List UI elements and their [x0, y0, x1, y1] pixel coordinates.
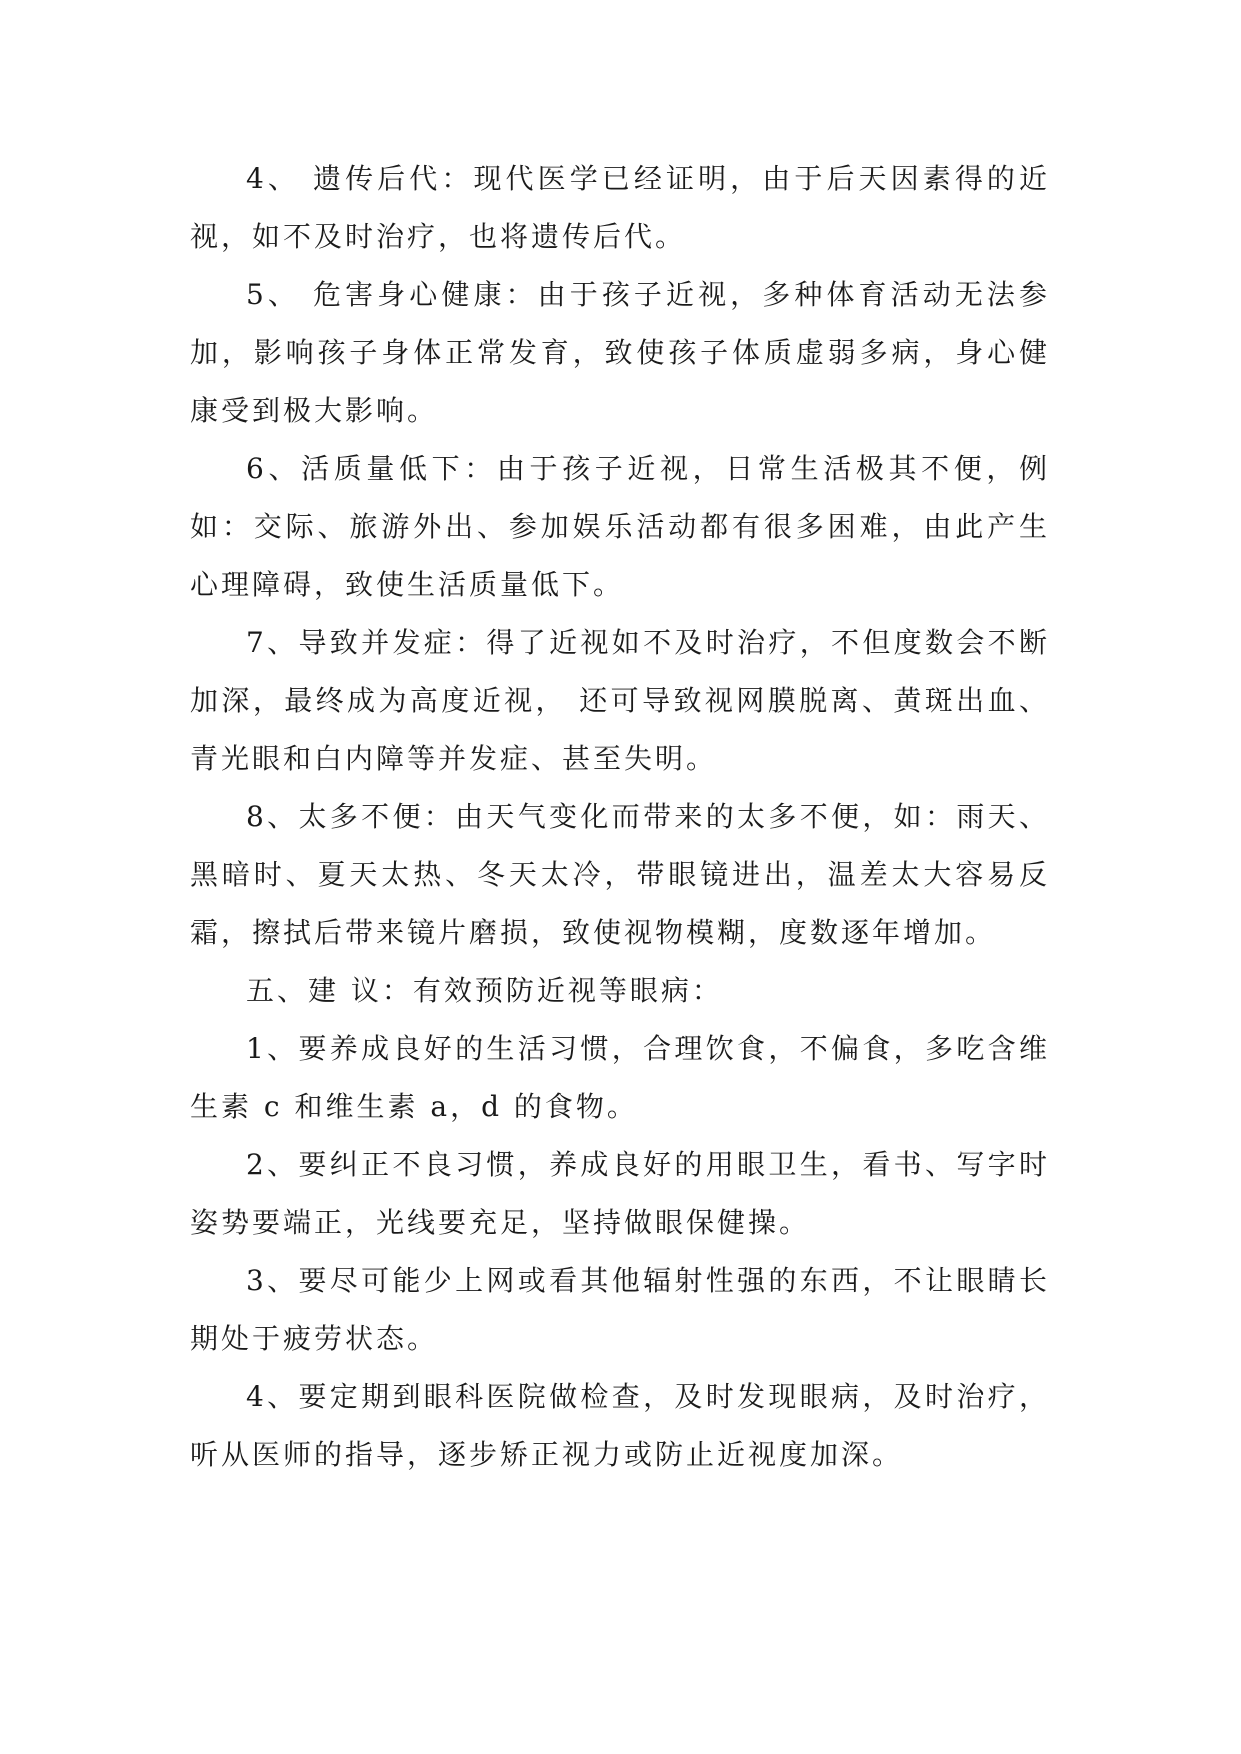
- document-page: [190, 150, 1050, 1484]
- paragraph-life-quality: 6、活质量低下：由于孩子近视，日常生活极其不便，例如：交际、旅游外出、参加娱乐活动都有很多困难，由此产生心理障碍，致使生活质量低下。: [190, 452, 1050, 601]
- paragraph-heredity: 4、 遗传后代：现代医学已经证明，由于后天因素得的近视，如不及时治疗，也将遗传后代。: [190, 162, 1050, 253]
- paragraph-suggestion-2: 2、要纠正不良习惯，养成良好的用眼卫生，看书、写字时姿势要端正，光线要充足，坚持做眼保健操。: [190, 1148, 1050, 1239]
- section-heading-suggestions: 五、建 议：有效预防近视等眼病：: [246, 974, 723, 1007]
- paragraph-suggestion-3: 3、要尽可能少上网或看其他辐射性强的东西，不让眼睛长期处于疲劳状态。: [190, 1264, 1050, 1355]
- paragraph-suggestion-1: 1、要养成良好的生活习惯，合理饮食，不偏食，多吃含维生素 c 和维生素 a，d 的食物。: [190, 1032, 1050, 1123]
- paragraph-complications: 7、导致并发症：得了近视如不及时治疗，不但度数会不断加深，最终成为高度近视， 还可导致视网膜脱离、黄斑出血、青光眼和白内障等并发症、甚至失明。: [190, 626, 1050, 775]
- paragraph-health: 5、 危害身心健康：由于孩子近视，多种体育活动无法参加，影响孩子身体正常发育，致使孩子体质虚弱多病，身心健康受到极大影响。: [190, 278, 1050, 427]
- paragraph-inconvenience: 8、太多不便：由天气变化而带来的太多不便，如：雨天、黑暗时、夏天太热、冬天太冷，带眼镜进出，温差太大容易反霜，擦拭后带来镜片磨损，致使视物模糊，度数逐年增加。: [190, 800, 1050, 949]
- paragraph-suggestion-4: 4、要定期到眼科医院做检查，及时发现眼病，及时治疗，听从医师的指导，逐步矫正视力或防止近视度加深。: [190, 1380, 1050, 1471]
